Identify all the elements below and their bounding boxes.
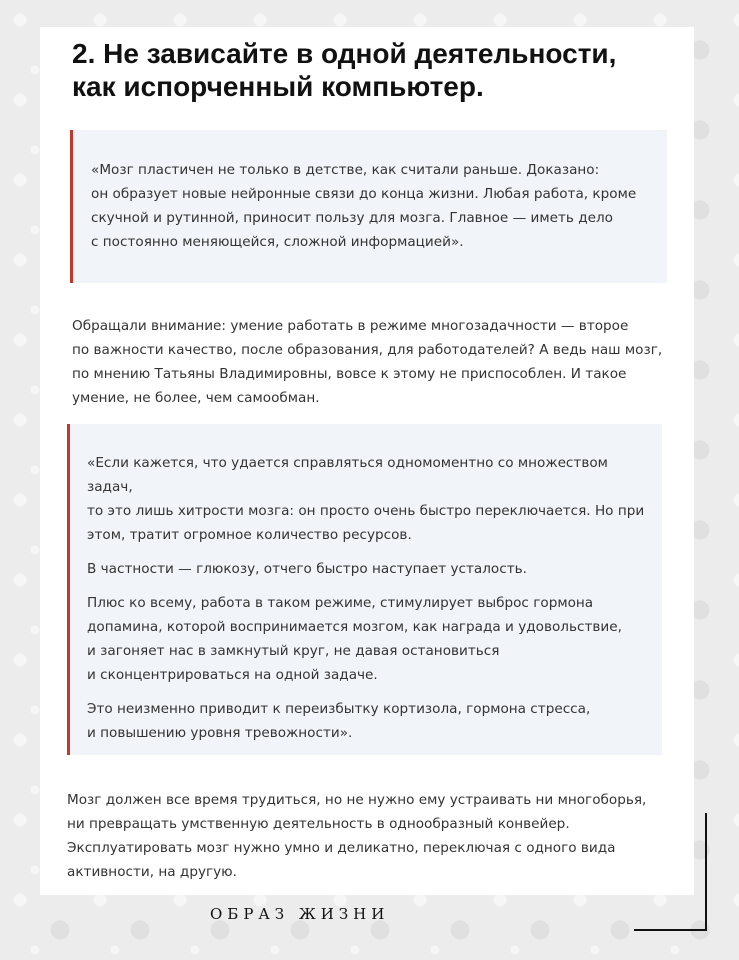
text-line: «Если кажется, что удается справляться одномоментно со множеством задач, bbox=[87, 455, 608, 495]
text-line: с постоянно меняющейся, сложной информацией». bbox=[91, 234, 464, 250]
text-line: «Мозг пластичен не только в детстве, как считали раньше. Доказано: bbox=[91, 162, 600, 178]
article-card bbox=[40, 27, 694, 895]
text-line: по мнению Татьяны Владимировны, вовсе к этому не приспособлен. И такое bbox=[72, 366, 627, 382]
text-line: и повышению уровня тревожности». bbox=[87, 725, 353, 741]
text-line: то это лишь хитрости мозга: он просто очень быстро переключается. Но при bbox=[87, 503, 645, 519]
text-line: скучной и рутинной, приносит пользу для мозга. Главное — иметь дело bbox=[91, 210, 613, 226]
text-line: Это неизменно приводит к переизбытку кортизола, гормона стресса, bbox=[87, 701, 591, 717]
text-line: В частности — глюкозу, отчего быстро наступает усталость. bbox=[87, 561, 527, 577]
text-line: умение, не более, чем самообман. bbox=[72, 390, 320, 406]
text-line: ни превращать умственную деятельность в однообразный конвейер. bbox=[67, 816, 570, 832]
text-line: допамина, которой воспринимается мозгом, как награда и удовольствие, bbox=[87, 619, 622, 635]
quote-paragraph bbox=[87, 451, 652, 547]
text-line: Плюс ко всему, работа в таком режиме, стимулирует выброс гормона bbox=[87, 595, 594, 611]
text-line: и сконцентрироваться на одной задаче. bbox=[87, 667, 378, 683]
decorative-frame-line bbox=[705, 813, 707, 931]
blockquote-brain-plasticity bbox=[70, 130, 667, 283]
heading-line: как испорченный компьютер. bbox=[72, 71, 484, 102]
body-paragraph-conclusion bbox=[67, 788, 667, 884]
text-line: и загоняет нас в замкнутый круг, не давая остановиться bbox=[87, 643, 500, 659]
brand-footer: ОБРАЗ ЖИЗНИ bbox=[210, 905, 390, 923]
heading-line: 2. Не зависайте в одной деятельности, bbox=[72, 38, 617, 69]
decorative-frame-line bbox=[634, 929, 707, 931]
text-line: активности, на другую. bbox=[67, 864, 237, 880]
blockquote-multitasking bbox=[67, 424, 662, 755]
text-line: по важности качество, после образования, для работодателей? А ведь наш мозг, bbox=[72, 342, 663, 358]
body-paragraph-multitasking bbox=[72, 314, 672, 410]
quote-paragraph bbox=[91, 158, 655, 254]
text-line: он образует новые нейронные связи до конца жизни. Любая работа, кроме bbox=[91, 186, 637, 202]
text-line: Обращали внимание: умение работать в режиме многозадачности — второе bbox=[72, 318, 629, 334]
quote-paragraph bbox=[87, 591, 652, 687]
text-line: Мозг должен все время трудиться, но не нужно ему устраивать ни многоборья, bbox=[67, 792, 647, 808]
section-heading bbox=[72, 37, 682, 103]
quote-paragraph bbox=[87, 697, 652, 745]
quote-paragraph bbox=[87, 557, 652, 581]
text-line: этом, тратит огромное количество ресурсов. bbox=[87, 527, 412, 543]
text-line: Эксплуатировать мозг нужно умно и деликатно, переключая с одного вида bbox=[67, 840, 616, 856]
